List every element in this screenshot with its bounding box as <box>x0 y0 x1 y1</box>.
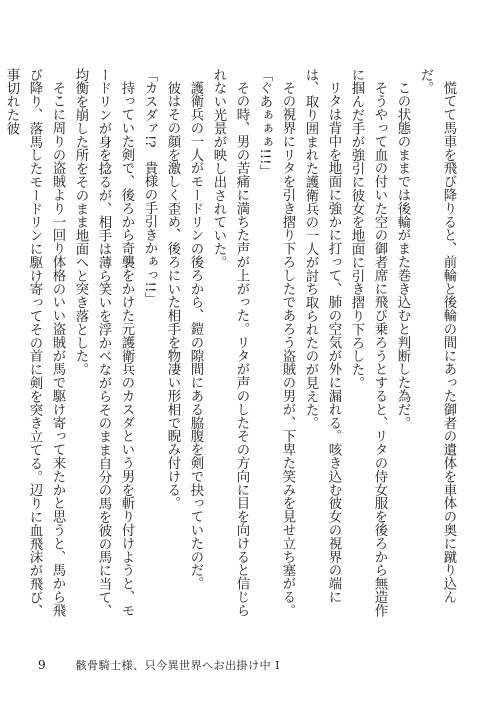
dialogue-line: 「カスダァ!? 貴様の手引きかぁっ!!」 <box>142 68 157 306</box>
paragraph: 護衛兵の一人がモードリンの後ろから、鎧の隙間にある脇腹を剣で抉っていたのだ。 <box>188 81 203 591</box>
page-number: 9 <box>38 658 46 672</box>
paragraph: その視界にリタを引き摺り下ろしたであろう盗賊の男が、下卑た笑みを見せ立ち塞がる。 <box>280 81 295 618</box>
dialogue-line: 「ぐあぁぁぁ!!!」 <box>257 68 272 178</box>
paragraph: そこに周りの盗賊より一回り体格のいい盗賊が馬で駆け寄って来たかと思うと、馬から飛び降り、落馬したモードリンに駆け寄ってその首に剣を突き立てる。辺りに血飛沫が飛び、事切れた彼 <box>4 68 65 618</box>
paragraph: この状態のままでは後輪がまた巻き込むと判断した為だ。 <box>395 81 410 430</box>
paragraph: リタは背中を地面に強かに打って、肺の空気が外に漏れる。咳き込む彼女の視界の端には、取り囲まれた護衛兵の一人が討ち取られたのが見えた。 <box>303 68 341 604</box>
paragraph: そうやって血の付いた空の御者席に飛び乗ろうとすると、リタの侍女服を後ろから無造作に掴んだ手が強引に彼女を地面に引き摺り下ろした。 <box>349 68 387 618</box>
body-text <box>4 68 460 624</box>
paragraph: 慌てて馬車を飛び降りると、前輪と後輪の間にあった御者の遺体を車体の奥に蹴り込んだ。 <box>418 68 456 604</box>
running-title: 骸骨騎士様、只今異世界へお出掛け中 I <box>75 659 280 672</box>
paragraph: 持っていた剣で、後ろから奇襲をかけた元護衛兵のカスダという男を斬り付けようと、モードリンが身を捻るが、相手は薄ら笑いを浮かべながらそのまま自分の馬を彼の馬に当て、均衡を崩した所をそのまま地面へと突き落とした。 <box>73 68 134 618</box>
paragraph: 彼はその顔を激しく歪め、後ろにいた相手を物凄い形相で睨み付ける。 <box>165 81 180 511</box>
paragraph: その時、男の苦痛に満ちた声が上がった。リタが声のしたその方向に目を向けると信じられない光景が映し出されていた。 <box>211 68 249 618</box>
page-footer <box>38 657 280 673</box>
